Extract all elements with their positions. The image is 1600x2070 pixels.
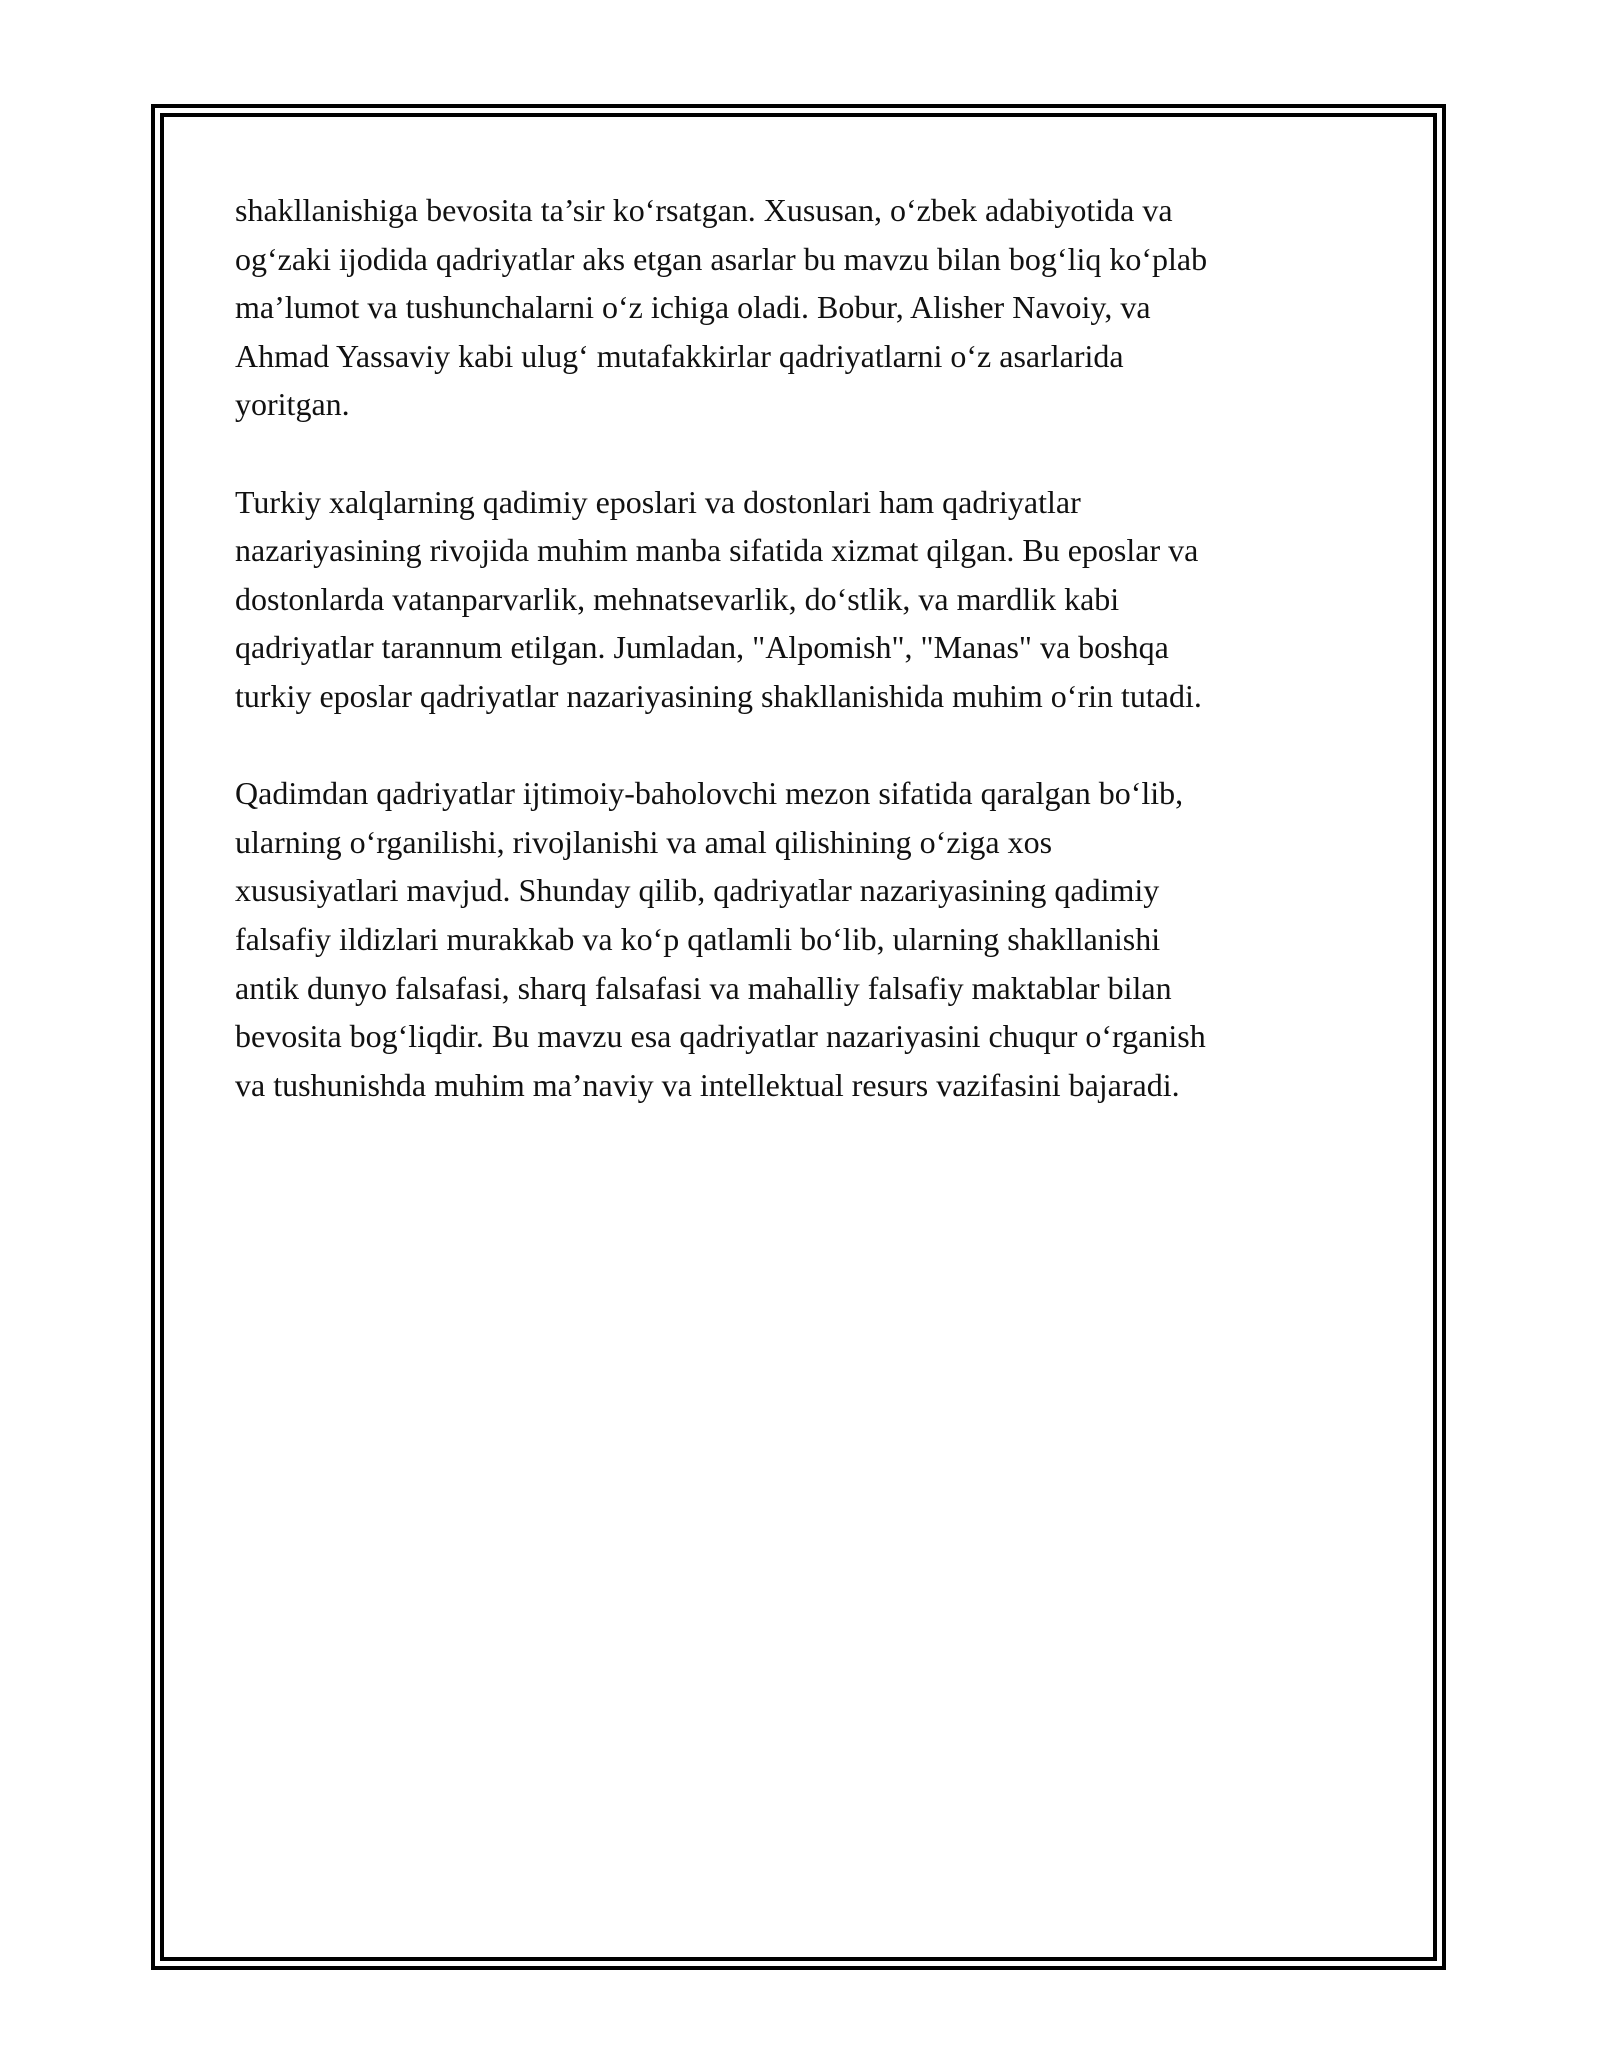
document-body [235,186,1365,1158]
text-line: dostonlarda vatanparvarlik, mehnatsevarlik, do‘stlik, va mardlik kabi [235,580,1120,617]
text-line: qadriyatlar tarannum etilgan. Jumladan, "Alpomish", "Manas" va boshqa [235,629,1169,666]
text-line: falsafiy ildizlari murakkab va ko‘p qatlamli bo‘lib, ularning shakllanishi [235,920,1161,957]
text-line: nazariyasining rivojida muhim manba sifatida xizmat qilgan. Bu eposlar va [235,532,1199,569]
text-line: va tushunishda muhim ma’naviy va intellektual resurs vazifasini bajaradi. [235,1066,1180,1103]
text-line: Ahmad Yassaviy kabi ulug‘ mutafakkirlar qadriyatlarni o‘z asarlarida [235,337,1124,374]
text-line: Turkiy xalqlarning qadimiy eposlari va dostonlari ham qadriyatlar [235,483,1081,520]
text-line: shakllanishiga bevosita ta’sir ko‘rsatgan. Xususan, o‘zbek adabiyotida va [235,192,1173,228]
paragraph-2 [235,478,1365,721]
text-line: ma’lumot va tushunchalarni o‘z ichiga oladi. Bobur, Alisher Navoiy, va [235,289,1151,326]
text-line: ularning o‘rganilishi, rivojlanishi va amal qilishining o‘ziga xos [235,823,1053,860]
text-line: og‘zaki ijodida qadriyatlar aks etgan asarlar bu mavzu bilan bog‘liq ko‘plab [235,240,1208,277]
text-line: yoritgan. [235,386,350,423]
text-line: xususiyatlari mavjud. Shunday qilib, qadriyatlar nazariyasining qadimiy [235,872,1160,909]
text-line: Qadimdan qadriyatlar ijtimoiy-baholovchi mezon sifatida qaralgan bo‘lib, [235,775,1184,812]
paragraph-3 [235,769,1365,1109]
paragraph-1 [235,186,1365,429]
text-line: antik dunyo falsafasi, sharq falsafasi va mahalliy falsafiy maktablar bilan [235,969,1172,1006]
text-line: turkiy eposlar qadriyatlar nazariyasining shakllanishida muhim o‘rin tutadi. [235,677,1202,714]
text-line: bevosita bog‘liqdir. Bu mavzu esa qadriyatlar nazariyasini chuqur o‘rganish [235,1018,1206,1055]
